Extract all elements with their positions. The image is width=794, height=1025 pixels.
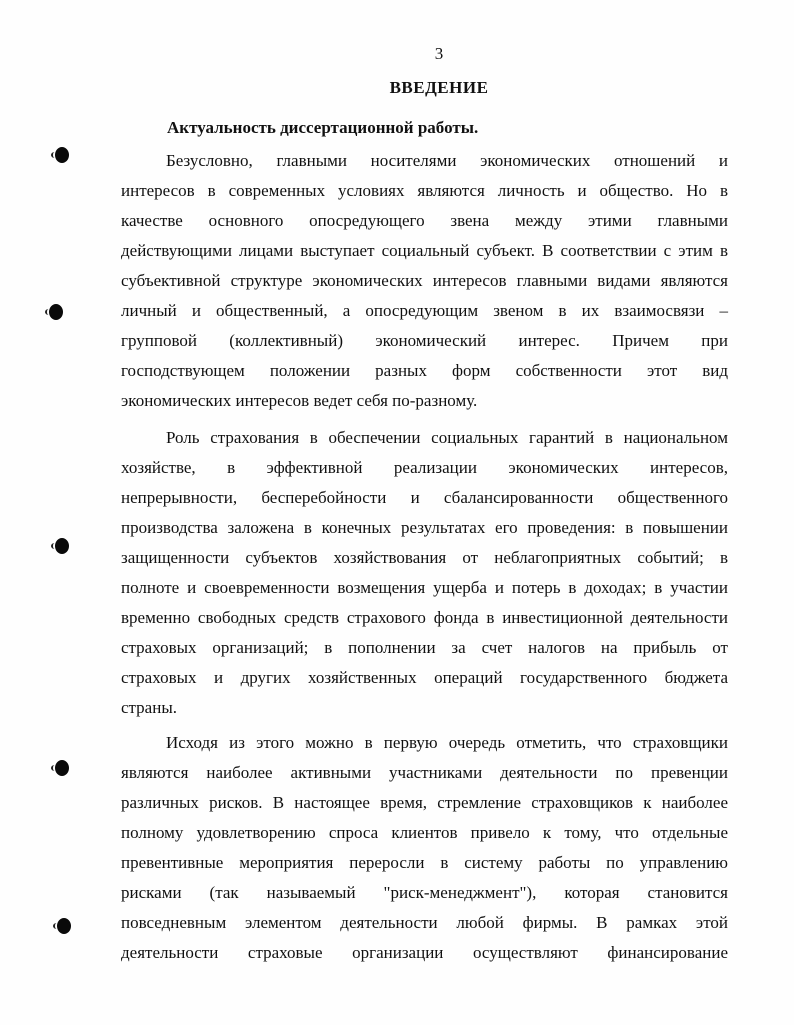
text-line: являются наиболее активными участниками деятельности по превенции xyxy=(121,763,728,782)
text-line: субъективной структуре экономических интересов главными видами являются xyxy=(121,271,728,290)
text-line: экономических интересов ведет себя по-разному. xyxy=(121,391,478,410)
punch-hole-mark xyxy=(55,538,69,554)
text-line: господствующем положении разных форм собственности этот вид xyxy=(121,361,728,380)
paragraph xyxy=(121,728,728,968)
text-line: производства заложена в конечных результатах его проведения: в повышении xyxy=(121,518,728,537)
page-number: 3 xyxy=(434,44,444,63)
text-line: Исходя из этого можно в первую очередь отметить, что страховщики xyxy=(166,733,728,752)
text-line: качестве основного опосредующего звена между этими главными xyxy=(121,211,728,230)
text-line: непрерывности, бесперебойности и сбалансированности общественного xyxy=(121,488,728,507)
paragraph xyxy=(121,146,728,416)
subsection-heading: Актуальность диссертационной работы. xyxy=(167,118,479,137)
section-heading: ВВЕДЕНИЕ xyxy=(389,78,489,97)
text-line: защищенности субъектов хозяйствования от неблагоприятных событий; в xyxy=(121,548,728,567)
text-line: интересов в современных условиях являются личность и общество. Но в xyxy=(121,181,728,200)
text-line: Роль страхования в обеспечении социальных гарантий в национальном xyxy=(166,428,728,447)
text-line: деятельности страховые организации осуществляют финансирование xyxy=(121,943,728,962)
text-line: рисками (так называемый "риск-менеджмент"), которая становится xyxy=(121,883,728,902)
punch-hole-mark xyxy=(57,918,71,934)
text-line: полному удовлетворению спроса клиентов привело к тому, что отдельные xyxy=(121,823,728,842)
text-line: различных рисков. В настоящее время, стремление страховщиков к наиболее xyxy=(121,793,728,812)
text-line: хозяйстве, в эффективной реализации экономических интересов, xyxy=(121,458,728,477)
text-line: временно свободных средств страхового фонда в инвестиционной деятельности xyxy=(121,608,728,627)
text-line: групповой (коллективный) экономический интерес. Причем при xyxy=(121,331,728,350)
text-line: личный и общественный, а опосредующим звеном в их взаимосвязи – xyxy=(121,301,728,320)
punch-hole-mark xyxy=(55,147,69,163)
punch-hole-mark xyxy=(49,304,63,320)
text-line: страховых организаций; в пополнении за счет налогов на прибыль от xyxy=(121,638,728,657)
text-line: страны. xyxy=(121,698,177,717)
punch-hole-mark xyxy=(55,760,69,776)
text-line: превентивные мероприятия переросли в систему работы по управлению xyxy=(121,853,728,872)
text-line: действующими лицами выступает социальный субъект. В соответствии с этим в xyxy=(121,241,728,260)
text-line: повседневным элементом деятельности любой фирмы. В рамках этой xyxy=(121,913,728,932)
text-line: полноте и своевременности возмещения ущерба и потерь в доходах; в участии xyxy=(121,578,728,597)
text-line: страховых и других хозяйственных операций государственного бюджета xyxy=(121,668,728,687)
paragraph xyxy=(121,423,728,723)
text-line: Безусловно, главными носителями экономических отношений и xyxy=(166,151,728,170)
